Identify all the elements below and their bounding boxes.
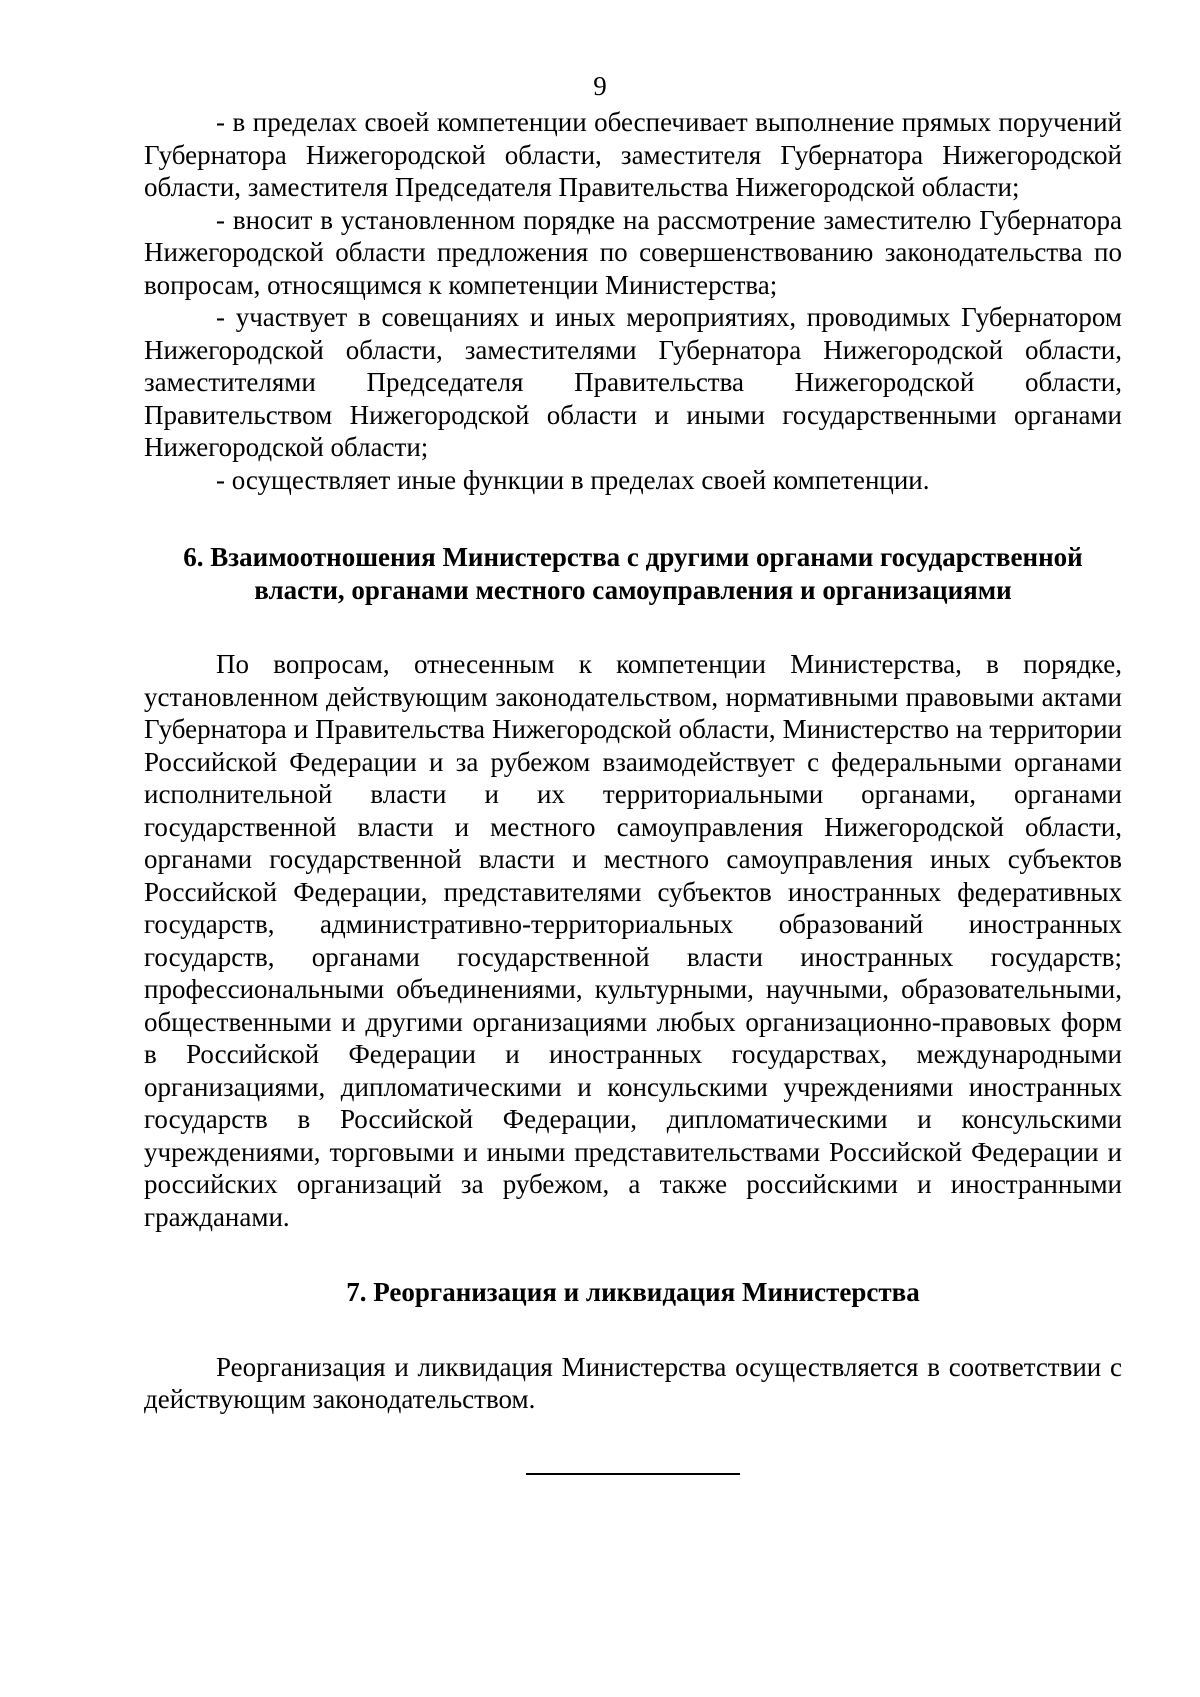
- section-6-heading-line-1: 6. Взаимоотношения Министерства с другими органами государственной: [183, 542, 1083, 572]
- section-6-paragraph: По вопросам, отнесенным к компетенции Министерства, в порядке, установленном действующим законодательством, нормативными правовыми актами Губернатора и Правительства Нижегородской области, Министерство на территории Российской Федерации и за рубежом взаимодействует с федеральными органами исполнительной власти и их территориальными органами, органами государственной власти и местного самоуправления Нижегородской области, органами государственной власти и местного самоуправления иных субъектов Российской Федерации, представителями субъектов иностранных федеративных государств, административно-территориальных образований иностранных государств, органами государственной власти иностранных государств; профессиональными объединениями, культурными, научными, образовательными, общественными и другими организациями любых организационно-правовых форм в Российской Федерации и иностранных государствах, международными организациями, дипломатическими и консульскими учреждениями иностранных государств в Российской Федерации, дипломатическими и консульскими учреждениями, торговыми и иными представительствами Российской Федерации и российских организаций за рубежом, а также российскими и иностранными гражданами.: [144, 649, 1122, 1232]
- section-7-paragraph: Реорганизация и ликвидация Министерства осуществляется в соответствии с действующим законодательством.: [144, 1351, 1122, 1414]
- section-6-heading: [144, 541, 1122, 606]
- section-7-heading: 7. Реорганизация и ликвидация Министерства: [346, 1277, 920, 1307]
- section-6-heading-line-2: власти, органами местного самоуправления и организациями: [254, 574, 1012, 605]
- duty-item-other-functions: - осуществляет иные функции в пределах своей компетенции.: [216, 464, 930, 495]
- page-number: 9: [593, 71, 607, 101]
- duty-item-meetings: - участвует в совещаниях и иных мероприятиях, проводимых Губернатором Нижегородской области, заместителями Губернатора Нижегородской области, заместителями Председателя Правительства Нижегородской области, Правительством Нижегородской области и иными государственными органами Нижегородской области;: [144, 302, 1122, 462]
- duty-item-execute-orders: - в пределах своей компетенции обеспечивает выполнение прямых поручений Губернатора Нижегородской области, заместителя Губернатора Нижегородской области, заместителя Председателя Правительства Нижегородской области;: [144, 107, 1122, 202]
- document-body: [144, 106, 1122, 1416]
- duty-item-legislation-proposals: - вносит в установленном порядке на рассмотрение заместителю Губернатора Нижегородской области предложения по совершенствованию законодательства по вопросам, относящимся к компетенции Министерства;: [144, 204, 1122, 300]
- document-end-rule: [526, 1473, 740, 1475]
